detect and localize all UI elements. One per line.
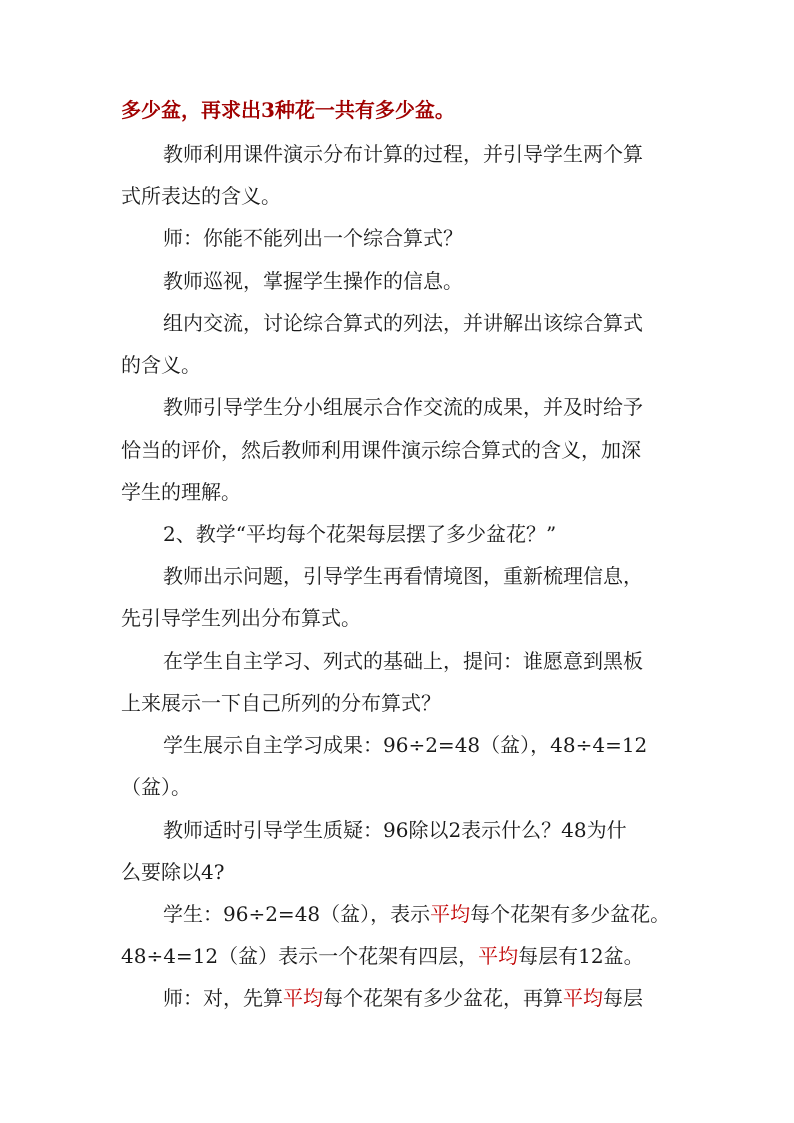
text-run: 每层 bbox=[603, 986, 643, 1010]
paragraph-line: 教师出示问题，引导学生再看情境图，重新梳理信息， bbox=[163, 564, 643, 588]
paragraph-line: 在学生自主学习、列式的基础上，提问：谁愿意到黑板 bbox=[163, 649, 643, 673]
text-run: 学生：96÷2=48（盆），表示 bbox=[163, 902, 431, 926]
paragraph-line: 教师适时引导学生质疑：96除以2表示什么？48为什 bbox=[163, 818, 627, 842]
paragraph-line: 多少盆，再求出3种花一共有多少盆。 bbox=[121, 98, 455, 122]
paragraph-line: 先引导学生列出分布算式。 bbox=[121, 606, 361, 630]
paragraph-line: （盆）。 bbox=[121, 775, 191, 799]
section-heading: 2、教学“平均每个花架每层摆了多少盆花？” bbox=[163, 522, 557, 546]
paragraph-line: 上来展示一下自己所列的分布算式？ bbox=[121, 691, 441, 715]
highlighted-term: 平均 bbox=[430, 902, 471, 926]
paragraph-line: 恰当的评价，然后教师利用课件演示综合算式的含义，加深 bbox=[121, 438, 641, 462]
paragraph-line: 组内交流，讨论综合算式的列法，并讲解出该综合算式 bbox=[163, 311, 643, 335]
paragraph-line: 式所表达的含义。 bbox=[121, 184, 281, 208]
paragraph-line: 的含义。 bbox=[121, 353, 201, 377]
paragraph-line: 师：你能不能列出一个综合算式？ bbox=[163, 226, 463, 250]
text-run: 每个花架有多少盆花，再算 bbox=[323, 986, 563, 1010]
text-run: 师：对，先算 bbox=[163, 986, 283, 1010]
paragraph-line: 学生展示自主学习成果：96÷2=48（盆），48÷4=12 bbox=[163, 733, 648, 757]
text-run: 48÷4=12（盆）表示一个花架有四层， bbox=[121, 944, 479, 968]
paragraph-line: 教师巡视，掌握学生操作的信息。 bbox=[163, 269, 463, 293]
highlighted-term: 平均 bbox=[283, 986, 323, 1010]
highlighted-term: 平均 bbox=[478, 944, 519, 968]
text-run: 每层有12盆。 bbox=[518, 944, 644, 968]
paragraph-line: 么要除以4? bbox=[121, 860, 225, 884]
paragraph-line bbox=[121, 942, 644, 970]
paragraph-line bbox=[163, 984, 643, 1012]
paragraph-line bbox=[163, 900, 670, 928]
text-run: 每个花架有多少盆花。 bbox=[470, 902, 671, 926]
highlighted-term: 平均 bbox=[563, 986, 603, 1010]
paragraph-line: 教师引导学生分小组展示合作交流的成果，并及时给予 bbox=[163, 395, 643, 419]
paragraph-line: 教师利用课件演示分布计算的过程，并引导学生两个算 bbox=[163, 142, 643, 166]
paragraph-line: 学生的理解。 bbox=[121, 480, 241, 504]
